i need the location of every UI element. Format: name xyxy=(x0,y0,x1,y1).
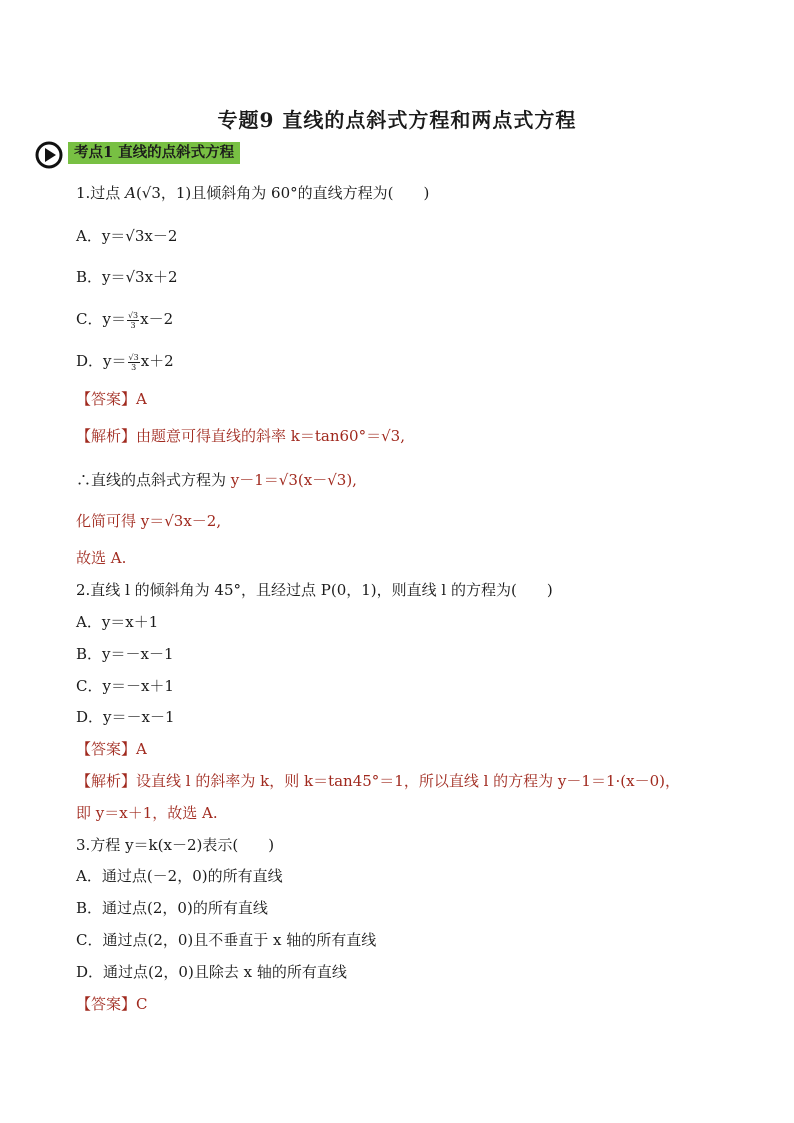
page-title: 专题9 直线的点斜式方程和两点式方程 xyxy=(217,108,577,132)
question-1-stem-prefix: 1.过点 xyxy=(76,184,126,202)
question-1-explanation-line-3: 化简可得 y＝√3x－2, xyxy=(76,512,222,530)
fraction xyxy=(128,353,140,372)
question-1-answer xyxy=(76,388,147,409)
fraction-denominator: 3 xyxy=(130,320,136,330)
question-1-option-c-suffix: x－2 xyxy=(140,310,174,328)
question-1-option-d xyxy=(76,350,174,372)
question-3-answer xyxy=(76,993,148,1014)
question-2-explanation xyxy=(76,770,680,791)
fraction xyxy=(127,311,139,330)
explanation-tag: 【解析】 xyxy=(76,772,137,790)
question-1-point: A xyxy=(125,184,136,202)
question-1-option-c xyxy=(76,308,173,330)
answer-value: A xyxy=(136,390,147,408)
section-heading: 考点1 直线的点斜式方程 xyxy=(68,142,240,164)
explanation-tag: 【解析】 xyxy=(76,427,137,445)
question-3-option-a: A．通过点(－2，0)的所有直线 xyxy=(76,867,283,885)
question-3-option-b: B．通过点(2，0)的所有直线 xyxy=(76,899,268,917)
question-2-option-c: C．y＝－x＋1 xyxy=(76,677,174,695)
question-2-option-b: B．y＝－x－1 xyxy=(76,645,174,663)
explanation-text: 设直线 l 的斜率为 k，则 k＝tan45°＝1，所以直线 l 的方程为 y－1＝1·(x－0)， xyxy=(136,772,680,790)
answer-value: C xyxy=(136,995,148,1013)
question-1-explanation xyxy=(76,425,405,446)
explanation-text: 由题意可得直线的斜率 k＝tan60°＝√3, xyxy=(136,427,405,445)
question-2-option-d: D．y＝－x－1 xyxy=(76,708,175,726)
question-1-stem xyxy=(76,182,429,203)
fraction-denominator: 3 xyxy=(131,362,137,372)
question-2-stem: 2.直线 l 的倾斜角为 45°，且经过点 P(0，1)，则直线 l 的方程为( ) xyxy=(76,581,553,599)
question-3-stem: 3.方程 y＝k(x－2)表示( ) xyxy=(76,836,275,854)
answer-value: A xyxy=(136,740,147,758)
question-1-option-d-suffix: x＋2 xyxy=(140,352,174,370)
fraction-numerator: √3 xyxy=(127,310,139,320)
fraction-numerator: √3 xyxy=(128,352,139,362)
question-1-option-b: B．y＝√3x＋2 xyxy=(76,268,178,286)
play-arrow-icon xyxy=(35,141,63,169)
question-1-option-d-prefix: D．y＝ xyxy=(76,352,127,370)
explanation-formula: y－1＝√3(x－√3), xyxy=(230,471,357,489)
answer-tag: 【答案】 xyxy=(76,390,137,408)
question-2-answer xyxy=(76,738,147,759)
question-2-option-a: A．y＝x＋1 xyxy=(76,613,159,631)
explanation-text: ∴直线的点斜式方程为 xyxy=(76,471,231,489)
answer-tag: 【答案】 xyxy=(76,995,137,1013)
question-1-explanation-line-4: 故选 A. xyxy=(76,549,127,567)
question-1-option-a: A．y＝√3x－2 xyxy=(76,227,178,245)
question-1-stem-rest: (√3，1)且倾斜角为 60°的直线方程为( ) xyxy=(135,184,430,202)
question-2-explanation-line-2: 即 y＝x＋1，故选 A. xyxy=(76,804,218,822)
question-3-option-c: C．通过点(2，0)且不垂直于 x 轴的所有直线 xyxy=(76,931,377,949)
question-3-option-d: D．通过点(2，0)且除去 x 轴的所有直线 xyxy=(76,963,347,981)
question-1-explanation-line-2 xyxy=(76,469,357,490)
question-1-option-c-prefix: C．y＝ xyxy=(76,310,126,328)
answer-tag: 【答案】 xyxy=(76,740,137,758)
